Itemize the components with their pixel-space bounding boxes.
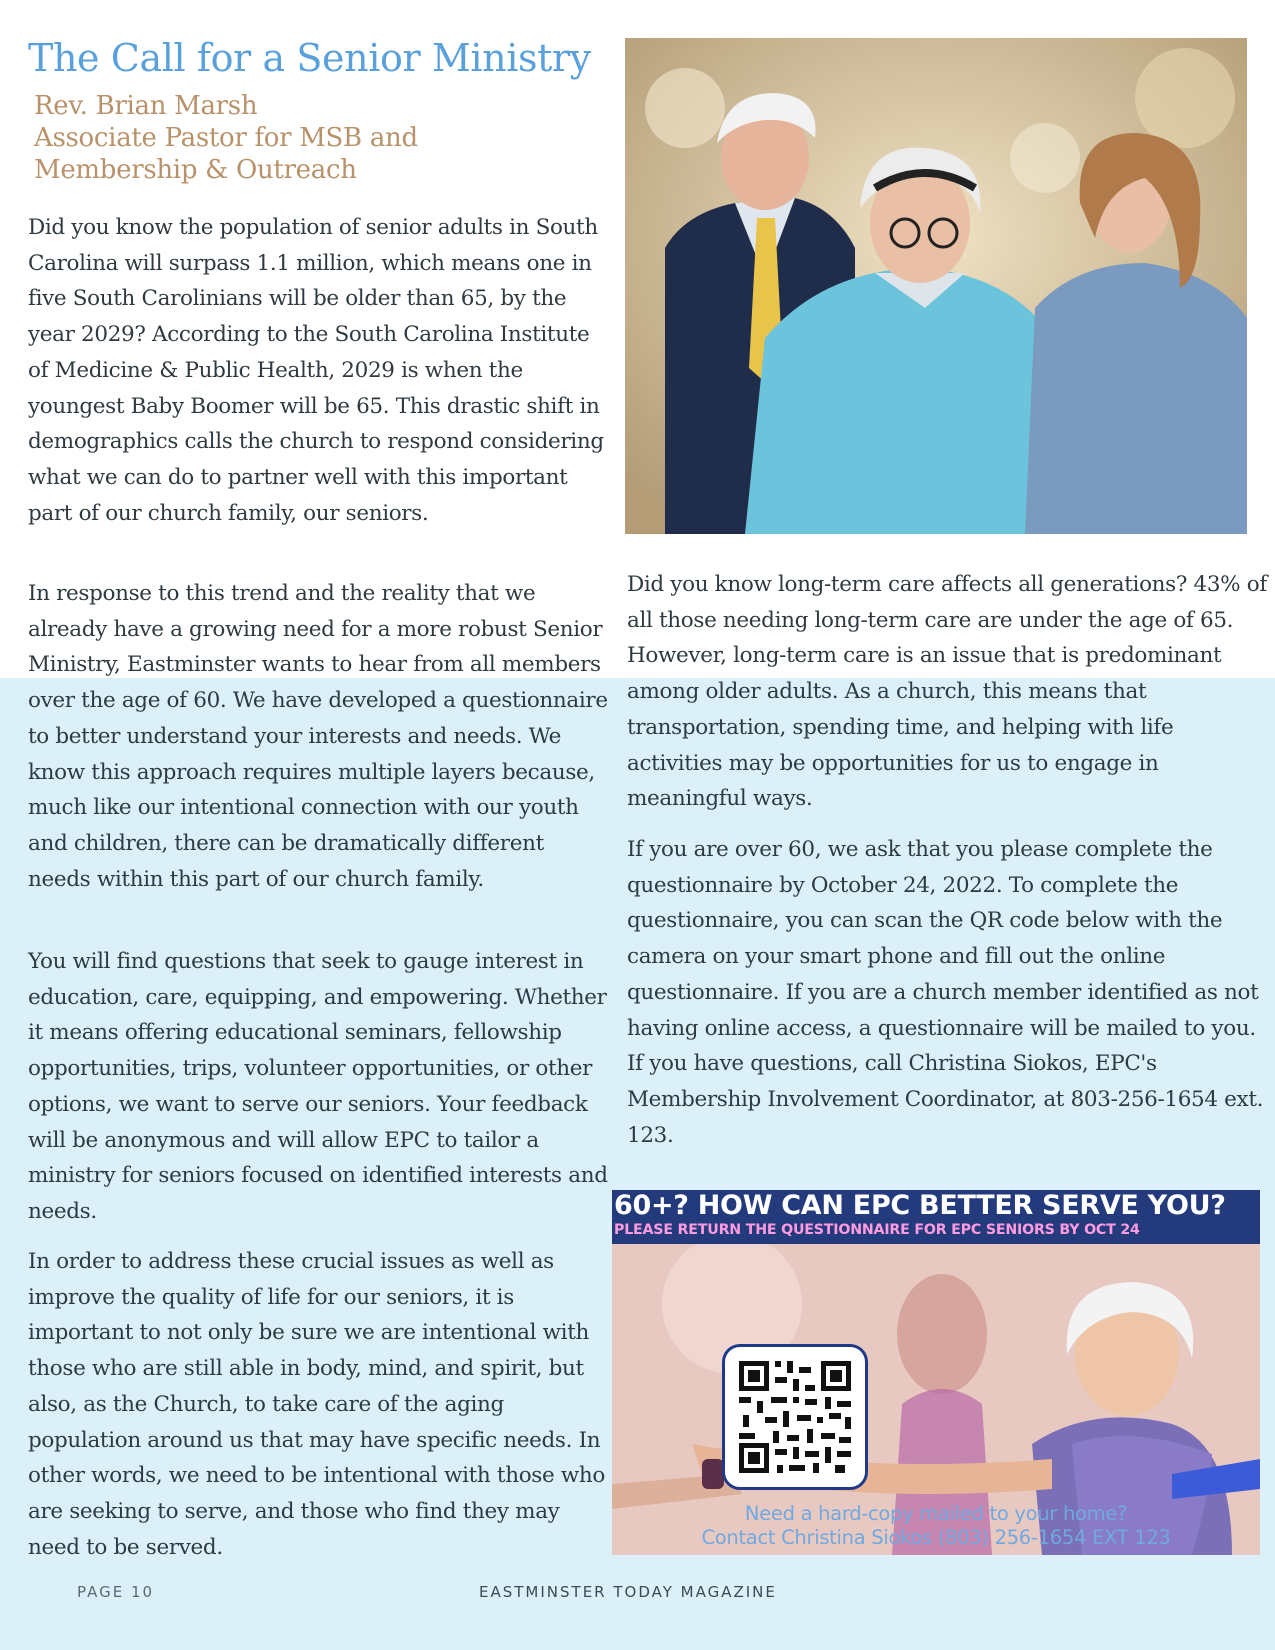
author-role-line-1: Associate Pastor for MSB and — [34, 123, 418, 153]
right-paragraph-1 — [627, 567, 1267, 817]
promo-contact-line-2: Contact Christina Siokos (803) 256-1654 EXT 123 — [701, 1526, 1171, 1549]
author-name: Rev. Brian Marsh — [34, 91, 258, 121]
author-byline — [34, 90, 418, 186]
article-title: The Call for a Senior Ministry — [28, 36, 591, 80]
magazine-name: EASTMINSTER TODAY MAGAZINE — [479, 1583, 777, 1601]
promo-subheadline: PLEASE RETURN THE QUESTIONNAIRE FOR EPC SENIORS BY OCT 24 — [614, 1222, 1140, 1238]
left-paragraph-3 — [28, 944, 608, 1230]
left-paragraph-1 — [28, 210, 608, 531]
seniors-photo — [625, 38, 1247, 534]
questionnaire-qr-code[interactable] — [722, 1344, 868, 1490]
paragraph-text: If you are over 60, we ask that you please complete the questionnaire by October 24, 2022. To complete the questionnaire, you can scan the QR code below with the camera on your smart phone and fill out the online questionnaire. If you are a church member identified as not having online access, a questionnaire will be mailed to you. If you have questions, call Christina Siokos, EPC's Membership Involvement Coordinator, at 803-256-1654 ext. 123. — [627, 837, 1264, 1148]
right-paragraph-2 — [627, 832, 1267, 1153]
paragraph-text: In response to this trend and the reality that we already have a growing need for a more robust Senior Ministry, Eastminster wants to hear from all members over the age of 60. We have developed a questionnaire to better understand your interests and needs. We know this approach requires multiple layers because, much like our intentional connection with our youth and children, there can be dramatically different needs within this part of our church family. — [28, 581, 608, 892]
left-paragraph-4 — [28, 1244, 608, 1565]
promo-headline: 60+? HOW CAN EPC BETTER SERVE YOU? — [614, 1190, 1226, 1221]
questionnaire-promo-banner — [612, 1190, 1260, 1555]
qr-code-icon — [725, 1347, 865, 1487]
promo-header — [612, 1190, 1260, 1244]
left-paragraph-2 — [28, 576, 608, 897]
paragraph-text: In order to address these crucial issues as well as improve the quality of life for our seniors, it is important to not only be sure we are intentional with those who are still able in body, mind, and spirit, but also, as the Church, to take care of the aging population around us that may have specific needs. In other words, we need to be intentional with those who are seeking to serve, and those who find they may need to be served. — [28, 1249, 605, 1560]
promo-contact-line-1: Need a hard-copy mailed to your home? — [744, 1502, 1128, 1525]
author-role-line-2: Membership & Outreach — [34, 155, 357, 185]
promo-contact-info — [612, 1502, 1260, 1550]
seniors-photo-illustration — [625, 38, 1247, 534]
paragraph-text: You will find questions that seek to gauge interest in education, care, equipping, and empowering. Whether it means offering educational seminars, fellowship opportunities, trips, volunteer opportunities, or other options, we want to serve our seniors. Your feedback will be anonymous and will allow EPC to tailor a ministry for seniors focused on identified interests and needs. — [28, 949, 608, 1224]
page-number: PAGE 10 — [77, 1583, 155, 1601]
paragraph-text: Did you know long-term care affects all generations? 43% of all those needing long-term care are under the age of 65. However, long-term care is an issue that is predominant among older adults. As a church, this means that transportation, spending time, and helping with life activities may be opportunities for us to engage in meaningful ways. — [627, 572, 1267, 812]
paragraph-text: Did you know the population of senior adults in South Carolina will surpass 1.1 million, which means one in five South Carolinians will be older than 65, by the year 2029? According to the South Carolina Institute of Medicine & Public Health, 2029 is when the youngest Baby Boomer will be 65. This drastic shift in demographics calls the church to respond considering what we can do to partner well with this important part of our church family, our seniors. — [28, 215, 604, 526]
